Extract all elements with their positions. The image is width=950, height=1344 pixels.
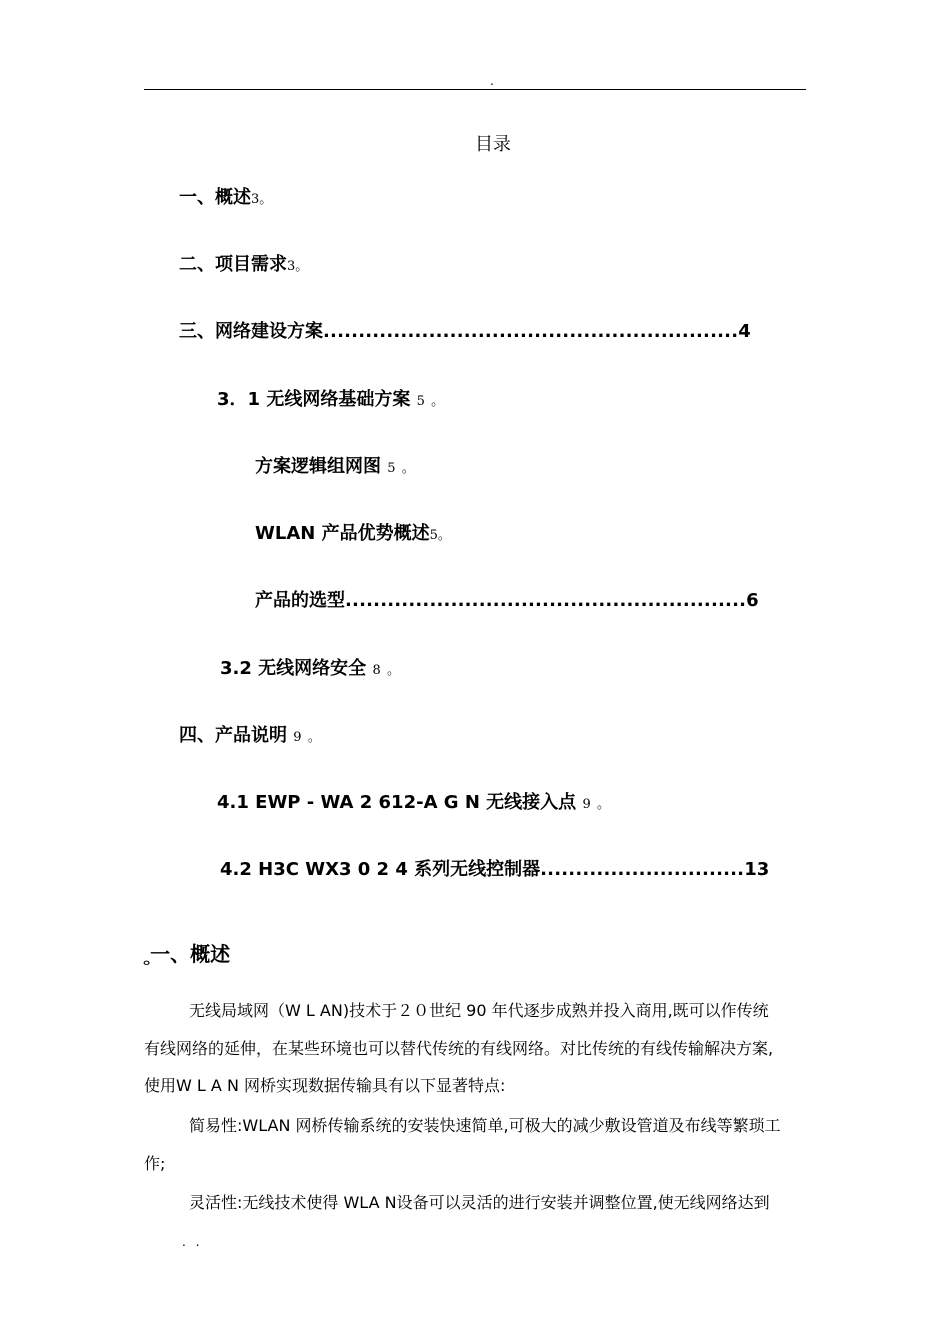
toc-entry-page: 5 [429, 528, 438, 543]
toc-entry-page: 13 [744, 859, 770, 880]
toc-entry[interactable] [217, 788, 610, 814]
toc-entry-text: 产品的选型 [255, 590, 345, 611]
toc-entry-page: 5 [387, 461, 396, 476]
toc-entry-mark: 。 [431, 394, 445, 409]
toc-entry[interactable] [179, 250, 308, 276]
toc-entry-page: 8 [372, 663, 381, 678]
toc-entry[interactable] [179, 317, 751, 343]
toc-entry-page: 3 [251, 192, 260, 207]
toc-title: 目录 [475, 134, 511, 155]
toc-entry-page: 5 [416, 394, 425, 409]
toc-entry[interactable] [179, 183, 272, 209]
toc-entry-text: 4.2 H3C WX3 0 2 4 系列无线控制器 [220, 859, 541, 880]
toc-entry-mark: 。 [295, 259, 309, 274]
toc-entry[interactable] [255, 586, 759, 612]
toc-entry[interactable] [255, 519, 451, 545]
body-line: 使用W L A N 网桥实现数据传输具有以下显著特点: [144, 1076, 506, 1095]
toc-entry-text: 二、项目需求 [179, 254, 287, 275]
toc-entry-text: 3.2 无线网络安全 [220, 658, 367, 679]
footer-mark: . . [182, 1235, 203, 1249]
body-line: 无线局域网（W L AN)技术于２０世纪 90 年代逐步成熟并投入商用,既可以作传统 [189, 1001, 769, 1020]
toc-entry-page: 9 [582, 797, 591, 812]
section-heading-text: 一、概述 [150, 942, 231, 966]
body-line: 有线网络的延伸，在某些环境也可以替代传统的有线网络。对比传统的有线传输解决方案, [144, 1039, 774, 1058]
body-line: 灵活性:无线技术使得 WLA N设备可以灵活的进行安装并调整位置,使无线网络达到 [189, 1193, 770, 1212]
toc-entry-page: 4 [738, 321, 751, 342]
body-line: 简易性:WLAN 网桥传输系统的安装快速简单,可极大的减少敷设管道及布线等繁琐工 [189, 1116, 781, 1135]
section-heading [143, 938, 230, 968]
toc-entry-leader: ........................................................... [323, 321, 739, 342]
toc-entry-text: 三、网络建设方案 [179, 321, 323, 342]
toc-entry-mark: 。 [307, 730, 321, 745]
toc-entry-mark: 。 [387, 663, 401, 678]
toc-entry-mark: 。 [437, 528, 451, 543]
toc-entry[interactable] [217, 385, 444, 411]
toc-entry-leader: ............................. [540, 859, 745, 880]
toc-entry[interactable] [179, 721, 321, 747]
paragraph-mark: ⴰ [143, 955, 151, 968]
toc-entry-mark: 。 [597, 797, 611, 812]
toc-entry-mark: 。 [401, 461, 415, 476]
toc-entry-text: WLAN 产品优势概述 [255, 523, 430, 544]
toc-entry-page: 9 [293, 730, 302, 745]
toc-entry-text: 方案逻辑组网图 [255, 456, 381, 477]
toc-entry-text: 4.1 EWP - WA 2 612-A G N 无线接入点 [217, 792, 577, 813]
toc-entry-page: 6 [746, 590, 759, 611]
header-rule [144, 89, 806, 90]
toc-entry-text: 3．1 无线网络基础方案 [217, 389, 411, 410]
toc-entry-page: 3 [287, 259, 296, 274]
toc-entry-text: 一、概述 [179, 187, 251, 208]
toc-entry-leader: ......................................................... [345, 590, 747, 611]
toc-entry[interactable] [220, 855, 769, 881]
body-line: 作; [144, 1154, 166, 1173]
toc-entry[interactable] [220, 654, 400, 680]
toc-entry[interactable] [255, 452, 415, 478]
header-mark: . [490, 74, 494, 88]
toc-entry-text: 四、产品说明 [179, 725, 287, 746]
toc-entry-mark: 。 [259, 192, 273, 207]
